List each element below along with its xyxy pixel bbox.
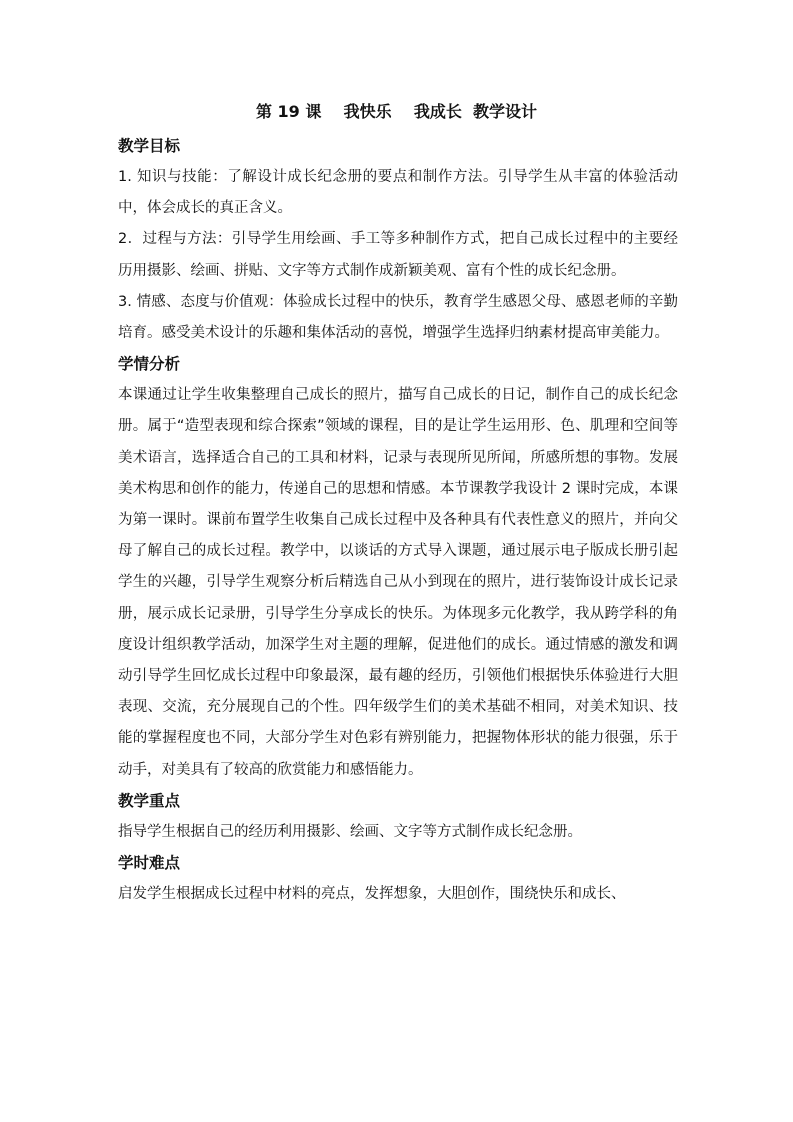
key-points-paragraph: 指导学生根据自己的经历利用摄影、绘画、文字等方式制作成长纪念册。 bbox=[118, 823, 582, 840]
section-heading-analysis: 学情分析 bbox=[118, 355, 181, 374]
objective-item-knowledge: 1. 知识与技能：了解设计成长纪念册的要点和制作方法。引导学生从丰富的体验活动中，体会成长的真正含义。 bbox=[118, 169, 678, 217]
analysis-paragraph: 本课通过让学生收集整理自己成长的照片，描写自己成长的日记，制作自己的成长纪念册。属于“造型表现和综合探索”领域的课程，目的是让学生运用形、色、肌理和空间等美术语言，选择适合自己的工具和材料，记录与表现所见所闻，所感所想的事物。发展美术构思和创作的能力，传递自己的思想和情感。本节课教学我设计 2 课时完成，本课为第一课时。课前布置学生收集自己成长过程中及各种具有代表性意义的照片，并向父母了解自己的成长过程。教学中，以谈话的方式导入课题，通过展示电子版成长册引起学生的兴趣，引导学生观察分析后精选自己从小到现在的照片，进行装饰设计成长记录册，展示成长记录册，引导学生分享成长的快乐。为体现多元化教学，我从跨学科的角度设计组织教学活动，加深学生对主题的理解，促进他们的成长。通过情感的激发和调动引导学生回忆成长过程中印象最深，最有趣的经历，引领他们根据快乐体验进行大胆表现、交流，充分展现自己的个性。四年级学生们的美术基础不相同，对美术知识、技能的掌握程度也不同，大部分学生对色彩有辨别能力，把握物体形状的能力很强，乐于动手，对美具有了较高的欣赏能力和感悟能力。 bbox=[118, 387, 678, 778]
difficulties-paragraph: 启发学生根据成长过程中材料的亮点，发挥想象，大胆创作，围绕快乐和成长、 bbox=[118, 886, 626, 903]
section-heading-objectives: 教学目标 bbox=[118, 137, 181, 155]
section-difficulties bbox=[118, 848, 678, 910]
objective-item-process: 2．过程与方法：引导学生用绘画、手工等多种制作方式，把自己成长过程中的主要经历用摄影、绘画、拼贴、文字等方式制作成新颖美观、富有个性的成长纪念册。 bbox=[118, 231, 678, 279]
document-body bbox=[118, 131, 678, 910]
section-key-points bbox=[118, 786, 678, 848]
document-title: 第 19 课 我快乐 我成长 教学设计 bbox=[255, 102, 538, 121]
section-heading-key-points: 教学重点 bbox=[118, 791, 181, 810]
objective-item-emotion: 3. 情感、态度与价值观：体验成长过程中的快乐，教育学生感恩父母、感恩老师的辛勤培育。感受美术设计的乐趣和集体活动的喜悦，增强学生选择归纳素材提高审美能力。 bbox=[118, 293, 678, 342]
section-teaching-objectives bbox=[118, 131, 678, 349]
section-learning-analysis bbox=[118, 349, 678, 786]
section-heading-difficulties: 学时难点 bbox=[118, 854, 181, 873]
